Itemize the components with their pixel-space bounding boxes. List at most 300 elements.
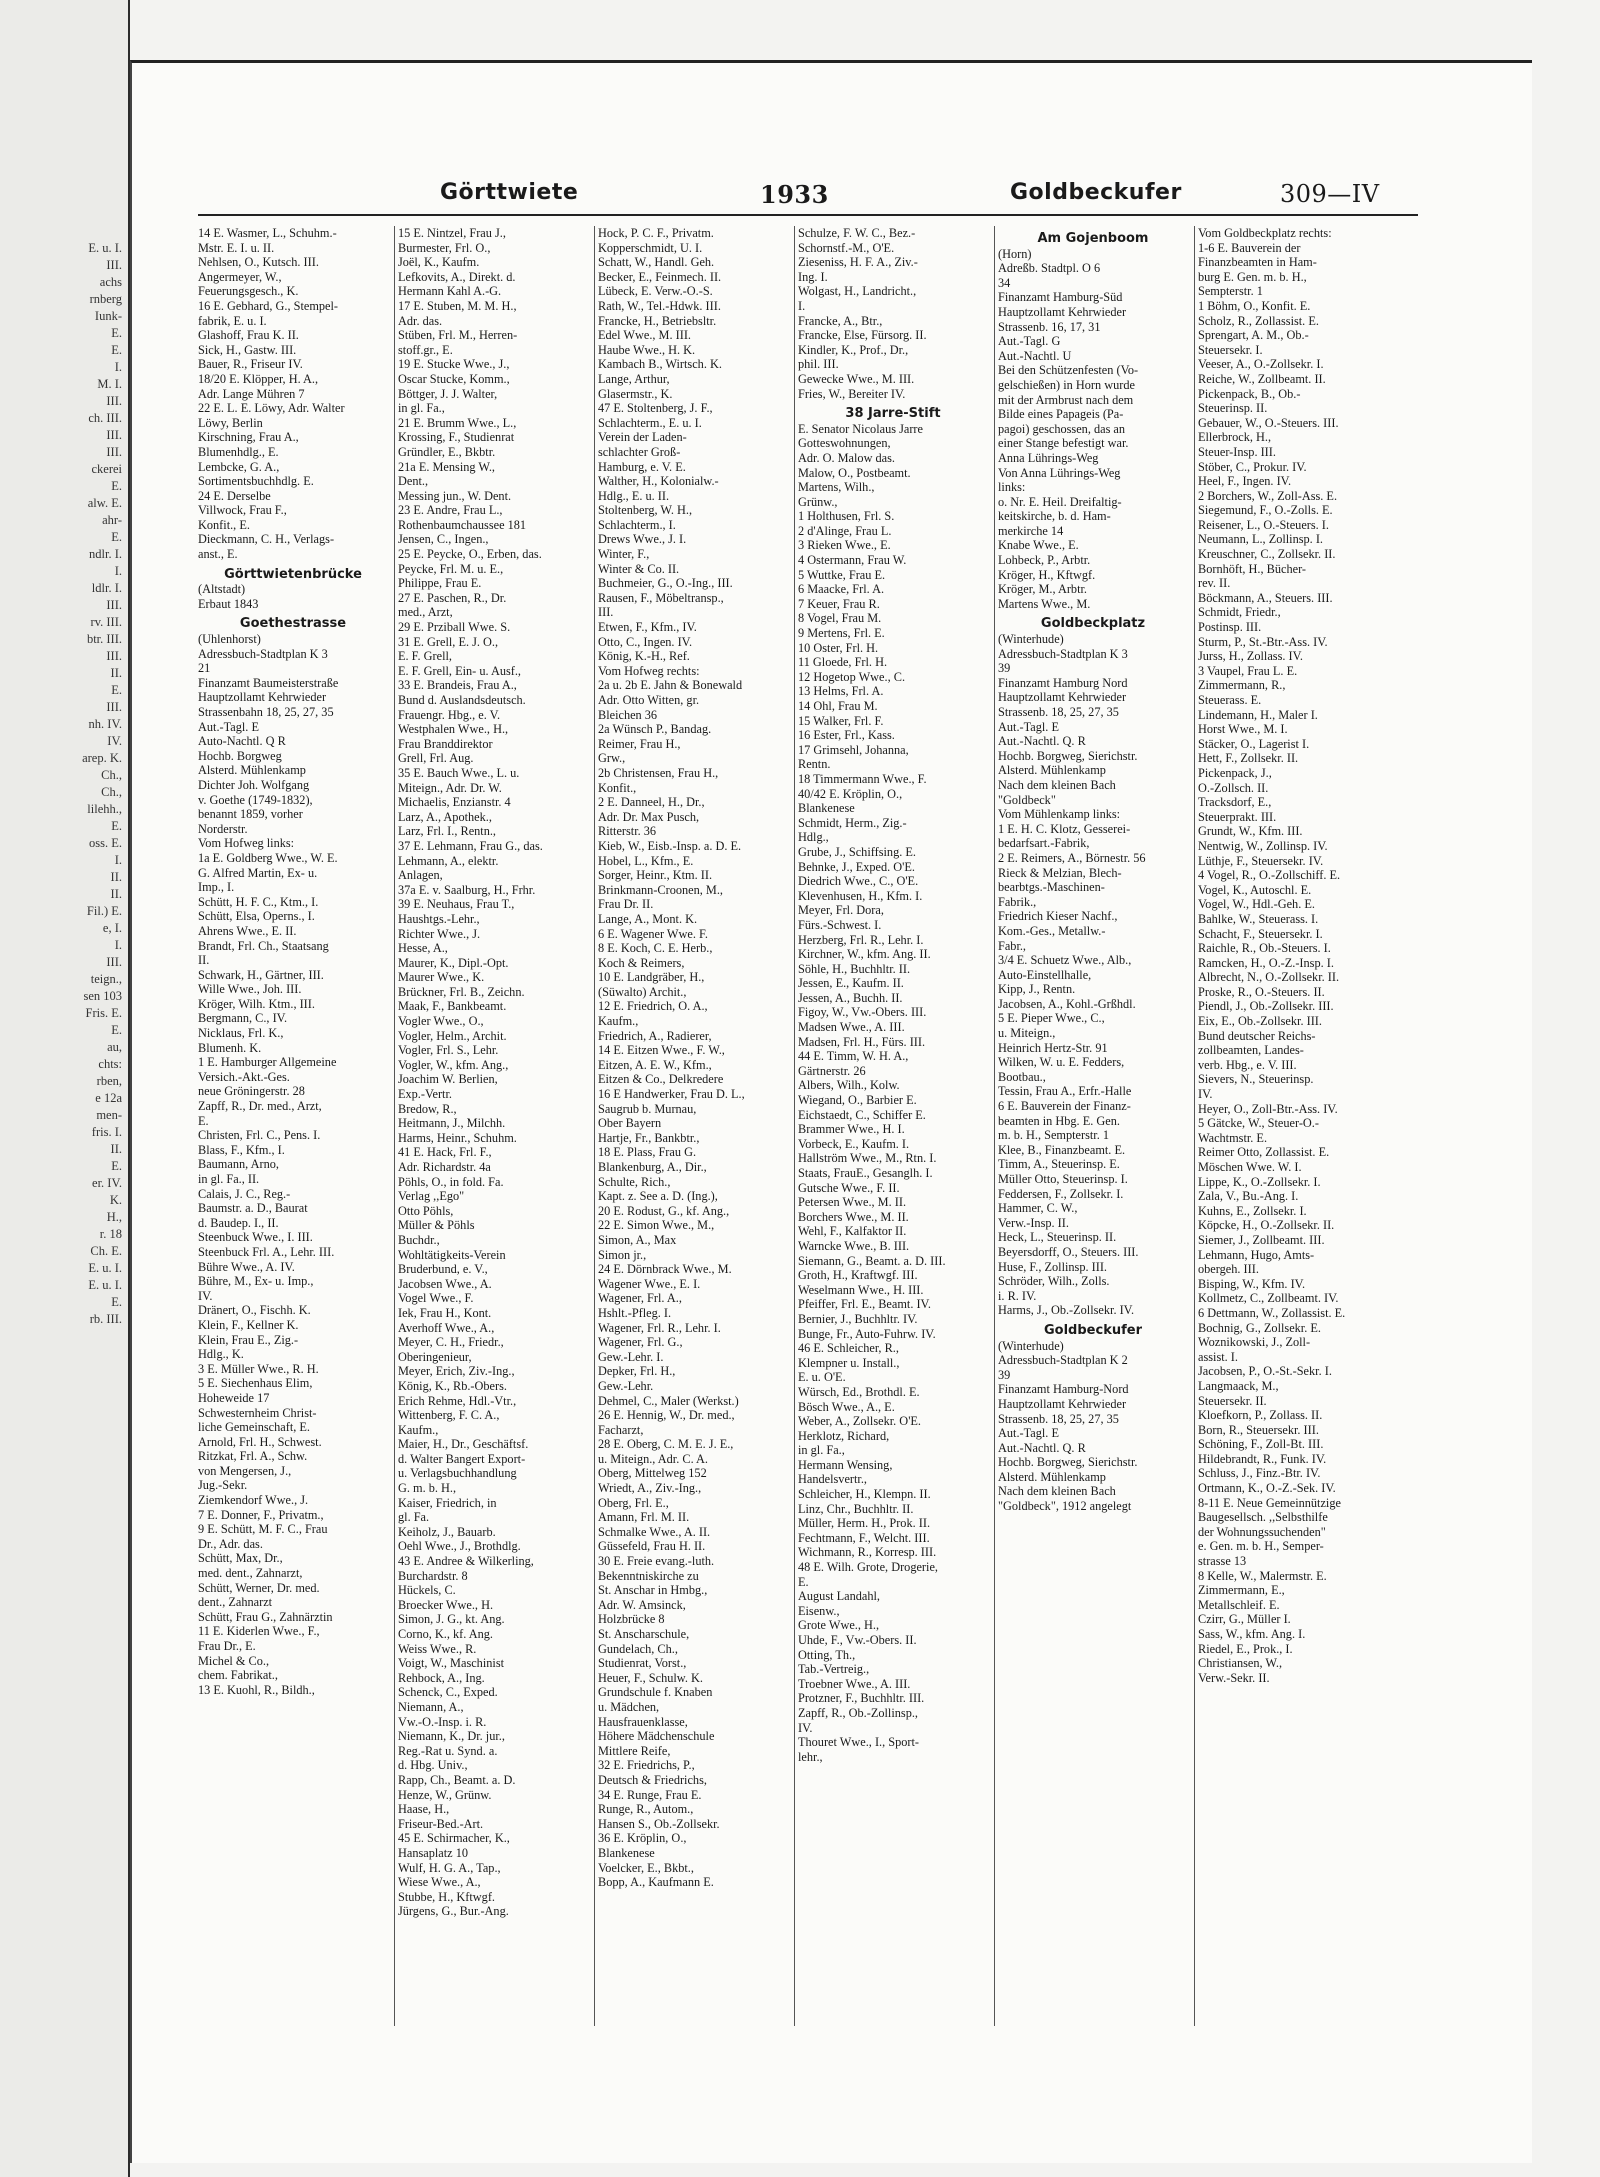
gutter-line: Ch. E.	[90, 1244, 122, 1258]
directory-entry: 14 E. Eitzen Wwe., F. W.,	[598, 1043, 725, 1058]
directory-entry: Kaufm.,	[398, 1422, 439, 1437]
directory-entry: Rapp, Ch., Beamt. a. D.	[398, 1772, 516, 1787]
directory-entry: Czirr, G., Müller I.	[1198, 1612, 1291, 1627]
directory-entry: Zapff, R., Ob.-Zollinsp.,	[798, 1705, 918, 1720]
directory-entry: Verw.-Sekr. II.	[1198, 1670, 1270, 1685]
gutter-line: K.	[109, 1193, 122, 1207]
gutter-line: rb. III.	[89, 1312, 122, 1326]
directory-entry: Hermann Wensing,	[798, 1457, 893, 1472]
directory-entry: Bernier, J., Buchhltr. IV.	[798, 1311, 918, 1326]
directory-entry: Zapff, R., Dr. med., Arzt,	[198, 1099, 322, 1114]
directory-entry: Blumenhdlg., E.	[198, 444, 279, 459]
directory-entry: (Horn)	[998, 246, 1032, 261]
directory-entry: Piendl, J., Ob.-Zollsekr. III.	[1198, 999, 1334, 1014]
directory-entry: Niemann, K., Dr. jur.,	[398, 1729, 505, 1744]
directory-entry: Nach dem kleinen Bach	[998, 777, 1116, 792]
directory-entry: Feuerungsgesch., K.	[198, 284, 299, 299]
gutter-line: II.	[110, 666, 122, 680]
gutter-line: btr. III.	[86, 632, 122, 646]
gutter-line: II.	[110, 1142, 122, 1156]
directory-entry: Gärtnerstr. 26	[798, 1063, 866, 1078]
directory-entry: 17 Grimsehl, Johanna,	[798, 742, 909, 757]
directory-entry: Rath, W., Tel.-Hdwk. III.	[598, 298, 721, 313]
directory-entry: Rausen, F., Möbeltransp.,	[598, 590, 724, 605]
directory-entry: Eitzen, A. E. W., Kfm.,	[598, 1057, 712, 1072]
directory-entry: G. m. b. H.,	[398, 1481, 457, 1496]
gutter-line: Ch.,	[101, 785, 122, 799]
directory-entry: Otto, C., Ingen. IV.	[598, 634, 693, 649]
directory-entry: 2 d'Alinge, Frau L.	[798, 523, 892, 538]
directory-entry: Norderstr.	[198, 821, 248, 836]
directory-entry: 12 E. Friedrich, O. A.,	[598, 999, 708, 1014]
directory-entry: Aut.-Nachtl. U	[998, 348, 1072, 363]
directory-entry: 6 E. Bauverein der Finanz-	[998, 1099, 1131, 1114]
directory-entry: Sempterstr. 1	[1198, 284, 1263, 299]
directory-entry: einer Stange befestigt war.	[998, 436, 1129, 451]
directory-entry: Knabe Wwe., E.	[998, 538, 1079, 553]
directory-entry: 44 E. Timm, W. H. A.,	[798, 1049, 909, 1064]
directory-entry: Hdlg., K.	[198, 1347, 244, 1362]
directory-entry: Metallschleif. E.	[1198, 1597, 1280, 1612]
column-divider	[594, 226, 595, 2026]
directory-entry: Bredow, R.,	[398, 1101, 457, 1116]
directory-entry: Wriedt, A., Ziv.-Ing.,	[598, 1481, 702, 1496]
directory-entry: 3 Rieken Wwe., E.	[798, 538, 891, 553]
directory-entry: Hallström Wwe., M., Rtn. I.	[798, 1151, 937, 1166]
directory-entry: Blass, F., Kfm., I.	[198, 1142, 285, 1157]
directory-entry: Albers, Wilh., Kolw.	[798, 1078, 900, 1093]
gutter-line: I.	[114, 564, 122, 578]
directory-entry: Depker, Frl. H.,	[598, 1364, 676, 1379]
directory-entry: 16 Ester, Frl., Kass.	[798, 728, 895, 743]
directory-entry: (Uhlenhorst)	[198, 632, 261, 647]
directory-entry: Gutsche Wwe., F. II.	[798, 1180, 900, 1195]
directory-entry: Friedrich Kieser Nachf.,	[998, 909, 1118, 924]
directory-entry: Grünw.,	[798, 494, 838, 509]
directory-entry: Frau Branddirektor	[398, 736, 493, 751]
directory-entry: Weiss Wwe., R.	[398, 1641, 477, 1656]
gutter-line: III.	[106, 598, 122, 612]
directory-entry: 46 E. Schleicher, R.,	[798, 1341, 899, 1356]
directory-entry: König, K.-H., Ref.	[598, 649, 690, 664]
directory-entry: Jacobsen Wwe., A.	[398, 1276, 492, 1291]
directory-entry: Fabr.,	[998, 938, 1027, 953]
directory-entry: Bopp, A., Kaufmann E.	[598, 1875, 714, 1890]
directory-entry: Frauengr. Hbg., e. V.	[398, 707, 501, 722]
directory-entry: Jurss, H., Zollass. IV.	[1198, 649, 1303, 664]
directory-entry: Warncke Wwe., B. III.	[798, 1238, 910, 1253]
directory-entry: Söhle, H., Buchhltr. II.	[798, 961, 911, 976]
gutter-line: III.	[106, 394, 122, 408]
column-3	[598, 226, 788, 2026]
directory-entry: Blumenh. K.	[198, 1040, 262, 1055]
directory-entry: gelschießen) in Horn wurde	[998, 377, 1135, 392]
directory-entry: Dent.,	[398, 474, 429, 489]
directory-entry: d. Hbg. Univ.,	[398, 1758, 468, 1773]
directory-entry: Adr. das.	[398, 313, 443, 328]
directory-entry: Neumann, L., Zollinsp. I.	[1198, 532, 1323, 547]
directory-entry: Sprengart, A. M., Ob.-	[1198, 328, 1309, 343]
directory-entry: Blankenburg, A., Dir.,	[598, 1160, 707, 1174]
directory-entry: Kröger, Wilh. Ktm., III.	[198, 996, 315, 1011]
gutter-line: men-	[96, 1108, 122, 1122]
directory-entry: phil. III.	[798, 357, 839, 372]
gutter-line: ckerei	[91, 462, 122, 476]
gutter-line: I.	[114, 938, 122, 952]
directory-entry: Adressbuch-Stadtplan K 3	[198, 646, 328, 661]
directory-entry: Edel Wwe., M. III.	[598, 328, 691, 343]
directory-entry: Frau Dr. II.	[598, 897, 654, 912]
directory-entry: 1 Böhm, O., Konfit. E.	[1198, 298, 1311, 313]
directory-entry: Maier, H., Dr., Geschäftsf.	[398, 1437, 529, 1452]
directory-entry: Jessen, A., Buchh. II.	[798, 990, 903, 1005]
directory-entry: assist. I.	[1198, 1349, 1238, 1364]
directory-entry: dent., Zahnarzt	[198, 1595, 273, 1610]
directory-entry: 4 Vogel, R., O.-Zollschiff. E.	[1198, 868, 1341, 883]
directory-entry: Timm, A., Steuerinsp. E.	[998, 1157, 1120, 1172]
directory-entry: o. Nr. E. Heil. Dreifaltig-	[998, 494, 1122, 509]
directory-entry: Bösch Wwe., A., E.	[798, 1399, 895, 1414]
directory-entry: Bühre, M., Ex- u. Imp.,	[198, 1274, 314, 1289]
directory-entry: Nehlsen, O., Kutsch. III.	[198, 255, 319, 270]
directory-entry: 34 E. Runge, Frau E.	[598, 1787, 702, 1802]
directory-entry: links:	[998, 480, 1026, 495]
directory-entry: Löwy, Berlin	[198, 415, 263, 430]
directory-entry: Fürs.-Schwest. I.	[798, 917, 882, 932]
gutter-line: H.,	[106, 1210, 122, 1224]
directory-entry: 6 Dettmann, W., Zollassist. E.	[1198, 1305, 1346, 1320]
column-divider	[794, 226, 795, 2026]
directory-entry: Runge, R., Autom.,	[598, 1802, 694, 1817]
directory-entry: Brammer Wwe., H. I.	[798, 1122, 905, 1137]
directory-entry: Sorger, Heinr., Ktm. II.	[598, 868, 713, 883]
directory-entry: Lüthje, F., Steuersekr. IV.	[1198, 853, 1324, 868]
directory-entry: Winter & Co. II.	[598, 561, 680, 576]
directory-entry: Hückels, C.	[398, 1583, 456, 1598]
directory-entry: (Altstadt)	[198, 582, 246, 597]
directory-entry: Schluss, J., Finz.-Btr. IV.	[1198, 1466, 1321, 1481]
directory-entry: Iek, Frau H., Kont.	[398, 1305, 492, 1320]
directory-entry: Voigt, W., Maschinist	[398, 1656, 505, 1671]
directory-entry: 20 E. Rodust, G., kf. Ang.,	[598, 1203, 730, 1218]
directory-entry: Vogel, W., Hdl.-Geh. E.	[1198, 897, 1315, 912]
gutter-line: sen 103	[83, 989, 122, 1003]
directory-entry: Bisping, W., Kfm. IV.	[1198, 1276, 1306, 1291]
directory-entry: Wolgast, H., Landricht.,	[798, 284, 917, 299]
directory-entry: Schornstf.-M., O'E.	[798, 240, 895, 255]
directory-entry: Gundelach, Ch.,	[598, 1641, 678, 1656]
gutter-line: alw. E.	[87, 496, 122, 510]
gutter-line: E.	[111, 326, 122, 340]
column-divider	[1194, 226, 1195, 2026]
gutter-line: I.	[114, 853, 122, 867]
directory-entry: Frau Dr., E.	[198, 1639, 256, 1653]
directory-entry: 5 Gätcke, W., Steuer-O.-	[1198, 1116, 1319, 1131]
directory-entry: Kröger, M., Arbtr.	[998, 582, 1087, 597]
directory-entry: Ziemkendorf Wwe., J.	[198, 1493, 309, 1508]
directory-entry: 8 Vogel, Frau M.	[798, 611, 882, 626]
gutter-line: achs	[99, 275, 122, 289]
directory-entry: Zimmermann, E.,	[1198, 1583, 1285, 1598]
directory-entry: Niemann, A.,	[398, 1699, 464, 1714]
directory-entry: Müller, Herm. H., Prok. II.	[798, 1516, 931, 1531]
directory-entry: Bund d. Auslandsdeutsch.	[398, 693, 526, 707]
directory-entry: Huse, F., Zollinsp. III.	[998, 1259, 1107, 1274]
directory-entry: Baugesellsch. ,,Selbsthilfe	[1198, 1510, 1328, 1525]
directory-entry: Aut.-Tagl. E	[198, 719, 259, 734]
directory-entry: Hdlg., E. u. II.	[598, 488, 670, 503]
directory-entry: pagoi) geschossen, das an	[998, 421, 1126, 436]
directory-entry: Etwen, F., Kfm., IV.	[598, 620, 697, 635]
gutter-line: r. 18	[99, 1227, 122, 1241]
directory-entry: 1 E. H. C. Klotz, Gesserei-	[998, 821, 1131, 836]
gutter-line: er. IV.	[92, 1176, 122, 1190]
directory-entry: Holzbrücke 8	[598, 1612, 665, 1627]
directory-entry: in gl. Fa.,	[798, 1443, 845, 1458]
gutter-line: E.	[111, 1159, 122, 1173]
directory-entry: Deutsch & Friedrichs,	[598, 1772, 707, 1787]
directory-entry: Bekenntniskirche zu	[598, 1568, 699, 1583]
section-heading: Am Gojenboom	[1037, 231, 1149, 246]
directory-entry: Burmester, Frl. O.,	[398, 240, 491, 255]
gutter-line: arep. K.	[82, 751, 122, 765]
directory-entry: 23 E. Andre, Frau L.,	[398, 503, 503, 518]
directory-entry: Kipp, J., Rentn.	[998, 982, 1076, 997]
directory-entry: Strassenb. 18, 25, 27, 35	[998, 705, 1119, 719]
gutter-line: Ch.,	[101, 768, 122, 782]
column-divider	[994, 226, 995, 2026]
directory-entry: Madsen Wwe., A. III.	[798, 1020, 905, 1035]
directory-entry: Herklotz, Richard,	[798, 1428, 890, 1443]
directory-entry: 33 E. Brandeis, Frau A.,	[398, 678, 517, 693]
directory-entry: Aut.-Tagl. E	[998, 1426, 1059, 1441]
gutter-line: nh. IV.	[88, 717, 122, 731]
gutter-line: Fris. E.	[85, 1006, 122, 1020]
directory-entry: Simon, A., Max	[598, 1232, 677, 1247]
directory-entry: Drews Wwe., J. I.	[598, 532, 687, 547]
directory-entry: Hobel, L., Kfm., E.	[598, 853, 694, 868]
directory-entry: Proske, R., O.-Steuers. II.	[1198, 984, 1325, 999]
directory-entry: Ortmann, K., O.-Z.-Sek. IV.	[1198, 1481, 1336, 1496]
directory-entry: Beyersdorff, O., Steuers. III.	[998, 1244, 1139, 1259]
directory-entry: 10 Oster, Frl. H.	[798, 640, 879, 655]
directory-entry: Sass, W., kfm. Ang. I.	[1198, 1627, 1306, 1641]
directory-entry: Christiansen, W.,	[1198, 1656, 1283, 1671]
directory-entry: Eix, E., Ob.-Zollsekr. III.	[1198, 1014, 1322, 1029]
gutter-line: II.	[110, 887, 122, 901]
directory-entry: IV.	[198, 1288, 213, 1303]
directory-entry: lehr.,	[798, 1749, 823, 1764]
directory-entry: Wagener, Frl. G.,	[598, 1335, 683, 1350]
gutter-line: E.	[111, 479, 122, 493]
directory-entry: Feddersen, F., Zollsekr. I.	[998, 1186, 1124, 1201]
directory-entry: Meyer, Erich, Ziv.-Ing.,	[398, 1364, 515, 1379]
directory-entry: Larz, Frl. I., Rentn.,	[398, 824, 497, 839]
directory-entry: Strassenbahn 18, 25, 27, 35	[198, 705, 334, 719]
directory-entry: Sturm, P., St.-Btr.-Ass. IV.	[1198, 634, 1328, 649]
directory-entry: Westphalen Wwe., H.,	[398, 722, 509, 737]
directory-entry: Aut.-Tagl. G	[998, 334, 1061, 349]
directory-entry: Brinkmann-Croonen, M.,	[598, 882, 724, 897]
gutter-line: I.	[114, 360, 122, 374]
directory-entry: Lohbeck, P., Arbtr.	[998, 553, 1091, 568]
directory-entry: Wagener, Frl. R., Lehr. I.	[598, 1320, 721, 1335]
directory-entry: Lange, A., Mont. K.	[598, 911, 698, 926]
directory-entry: Hshlt.-Pfleg. I.	[598, 1305, 672, 1320]
directory-entry: Simon, J. G., kt. Ang.	[398, 1612, 505, 1627]
directory-entry: Heinrich Hertz-Str. 91	[998, 1040, 1108, 1055]
directory-entry: Haase, H.,	[398, 1802, 450, 1817]
directory-entry: fabrik, E. u. I.	[198, 313, 267, 328]
directory-entry: 21	[198, 661, 211, 676]
directory-entry: "Goldbeck"	[998, 792, 1056, 807]
directory-entry: Jensen, C., Ingen.,	[398, 532, 489, 547]
directory-entry: Lange, Arthur,	[598, 371, 670, 386]
directory-entry: Eisenw.,	[798, 1603, 840, 1618]
directory-entry: Ahrens Wwe., E. II.	[198, 923, 297, 938]
directory-entry: Oberingenieur,	[398, 1349, 472, 1364]
directory-entry: Schacht, F., Steuersekr. I.	[1198, 926, 1323, 941]
directory-entry: Keiholz, J., Bauarb.	[398, 1524, 496, 1539]
directory-entry: 29 E. Prziball Wwe. S.	[398, 620, 511, 635]
directory-entry: Köpcke, H., O.-Zollsekr. II.	[1198, 1218, 1335, 1233]
directory-entry: 48 E. Wilh. Grote, Drogerie,	[798, 1560, 938, 1575]
directory-entry: Veeser, A., O.-Zollsekr. I.	[1198, 357, 1324, 372]
directory-entry: 1-6 E. Bauverein der	[1198, 240, 1301, 255]
directory-entry: Jug.-Sekr.	[198, 1478, 248, 1493]
directory-entry: Troebner Wwe., A. III.	[798, 1676, 911, 1691]
directory-entry: Steuersekr. I.	[1198, 342, 1263, 357]
directory-entry: Vom Hofweg rechts:	[598, 663, 700, 678]
directory-entry: Postinsp. III.	[1198, 620, 1262, 635]
directory-entry: E. F. Grell,	[398, 649, 453, 664]
directory-entry: Messing jun., W. Dent.	[398, 488, 512, 503]
directory-entry: Oberg, Frl. E.,	[598, 1495, 669, 1510]
directory-entry: Vw.-O.-Insp. i. R.	[398, 1714, 487, 1729]
gutter-line: E.	[111, 683, 122, 697]
directory-entry: 37a E. v. Saalburg, H., Frhr.	[398, 882, 536, 897]
directory-entry: 3 E. Müller Wwe., R. H.	[198, 1361, 319, 1376]
directory-entry: Steenbuck Wwe., I. III.	[198, 1230, 313, 1245]
directory-entry: 6 Maacke, Frl. A.	[798, 582, 885, 597]
directory-entry: Stubbe, H., Kftwgf.	[398, 1889, 496, 1904]
running-head	[190, 180, 1410, 218]
directory-entry: Hansaplatz 10	[398, 1845, 468, 1860]
section-heading: Goldbeckufer	[1044, 1322, 1142, 1338]
directory-entry: Simon jr.,	[598, 1247, 647, 1262]
directory-entry: Kom.-Ges., Metallw.-	[998, 923, 1106, 938]
directory-entry: Hoheweide 17	[198, 1390, 270, 1405]
directory-entry: Buchmeier, G., O.-Ing., III.	[598, 576, 733, 591]
directory-entry: Sick, H., Gastw. III.	[198, 342, 297, 357]
directory-entry: 9 Mertens, Frl. E.	[798, 626, 885, 641]
running-head-year: 1933	[760, 180, 829, 209]
directory-entry: Wille Wwe., Joh. III.	[198, 982, 302, 997]
directory-entry: 7 E. Donner, F., Privatm.,	[198, 1507, 324, 1522]
directory-entry: Mittlere Reife,	[598, 1743, 671, 1758]
directory-entry: Eichstaedt, C., Schiffer E.	[798, 1107, 926, 1122]
directory-entry: Wagener, Frl. A.,	[598, 1291, 682, 1306]
directory-entry: Vom Goldbeckplatz rechts:	[1198, 226, 1332, 240]
directory-entry: Rehbock, A., Ing.	[398, 1670, 485, 1685]
directory-entry: Malow, O., Postbeamt.	[798, 465, 911, 480]
directory-entry: Aut.-Nachtl. Q. R	[998, 734, 1086, 749]
directory-entry: Verw.-Insp. II.	[998, 1215, 1069, 1230]
directory-entry: 28 E. Oberg, C. M. E. J. E.,	[598, 1437, 734, 1452]
directory-entry: Brückner, Frl. B., Zeichn.	[398, 984, 525, 999]
directory-entry: Blankenese	[598, 1845, 655, 1860]
gutter-line: Fil.) E.	[86, 904, 122, 918]
directory-entry: Vogel Wwe., F.	[398, 1291, 474, 1306]
directory-entry: 1a E. Goldberg Wwe., W. E.	[198, 850, 338, 865]
directory-entry: Eitzen & Co., Delkredere	[598, 1072, 724, 1087]
directory-entry: Erich Rehme, Hdl.-Vtr.,	[398, 1393, 517, 1408]
directory-entry: Bleichen 36	[598, 707, 658, 722]
directory-entry: Fries, W., Bereiter IV.	[798, 386, 906, 401]
directory-entry: 41 E. Hack, Frl. F.,	[398, 1145, 492, 1160]
directory-entry: "Goldbeck", 1912 angelegt	[998, 1499, 1132, 1514]
directory-entry: Fechtmann, F., Welcht. III.	[798, 1530, 930, 1545]
section-heading: Goldbeckplatz	[1040, 616, 1146, 632]
directory-entry: 8 Kelle, W., Malermstr. E.	[1198, 1568, 1327, 1583]
directory-entry: Voelcker, E., Bkbt.,	[598, 1860, 694, 1875]
directory-entry: G. Alfred Martin, Ex- u.	[198, 865, 318, 880]
gutter-line: E.	[111, 1295, 122, 1309]
directory-entry: Tracksdorf, E.,	[1198, 795, 1272, 810]
directory-entry: Siemann, G., Beamt. a. D. III.	[798, 1253, 946, 1268]
directory-entry: Vogler, Helm., Archit.	[398, 1028, 507, 1043]
directory-entry: Grote Wwe., H.,	[798, 1618, 880, 1633]
directory-entry: 2 E. Reimers, A., Börnestr. 56	[998, 850, 1146, 865]
directory-entry: Bei den Schützenfesten (Vo-	[998, 363, 1139, 378]
left-page-edge	[0, 0, 130, 2177]
directory-entry: Facharzt,	[598, 1422, 644, 1437]
directory-entry: med., Arzt,	[398, 605, 453, 620]
directory-entry: Hauptzollamt Kehrwieder	[998, 304, 1127, 319]
directory-entry: d. Baudep. I., II.	[198, 1215, 279, 1230]
directory-entry: Schleicher, H., Klempn. II.	[798, 1487, 931, 1502]
directory-entry: Adreßb. Stadtpl. O 6	[998, 261, 1101, 276]
directory-entry: Groth, H., Kraftwgf. III.	[798, 1268, 918, 1283]
directory-entry: Imp., I.	[198, 880, 235, 895]
directory-entry: Steuersekr. II.	[1198, 1393, 1267, 1408]
directory-entry: II.	[198, 953, 210, 968]
directory-entry: Adr. Otto Witten, gr.	[598, 693, 700, 707]
directory-entry: Amann, Frl. M. II.	[598, 1510, 690, 1525]
directory-entry: 11 Gloede, Frl. H.	[798, 655, 888, 670]
directory-entry: 13 Helms, Frl. A.	[798, 684, 884, 699]
directory-entry: Baumstr. a. D., Baurat	[198, 1201, 308, 1216]
directory-entry: Hauptzollamt Kehrwieder	[198, 690, 327, 705]
directory-entry: Aut.-Tagl. E	[998, 719, 1059, 734]
directory-entry: Klevenhusen, H., Kfm. I.	[798, 888, 923, 903]
directory-entry: Borchers Wwe., M. II.	[798, 1209, 909, 1224]
directory-entry: 47 E. Stoltenberg, J. F.,	[598, 401, 713, 416]
directory-entry: Wichmann, R., Korresp. III.	[798, 1545, 937, 1560]
directory-entry: Gründler, E., Bkbtr.	[398, 444, 496, 459]
directory-entry: Güssefeld, Frau H. II.	[598, 1539, 706, 1554]
gutter-line: III.	[106, 428, 122, 442]
directory-entry: Hauptzollamt Kehrwieder	[998, 1396, 1127, 1411]
directory-entry: Rieck & Melzian, Blech-	[998, 865, 1122, 880]
directory-entry: Broecker Wwe., H.	[398, 1597, 494, 1612]
directory-entry: Finanzamt Hamburg Nord	[998, 675, 1128, 690]
directory-entry: 32 E. Friedrichs, P.,	[598, 1758, 695, 1773]
directory-entry: 13 E. Kuohl, R., Bildh.,	[198, 1682, 315, 1697]
directory-entry: Glashoff, Frau K. II.	[198, 328, 299, 343]
directory-entry: 35 E. Bauch Wwe., L. u.	[398, 765, 520, 780]
directory-entry: Joël, K., Kaufm.	[398, 255, 480, 270]
